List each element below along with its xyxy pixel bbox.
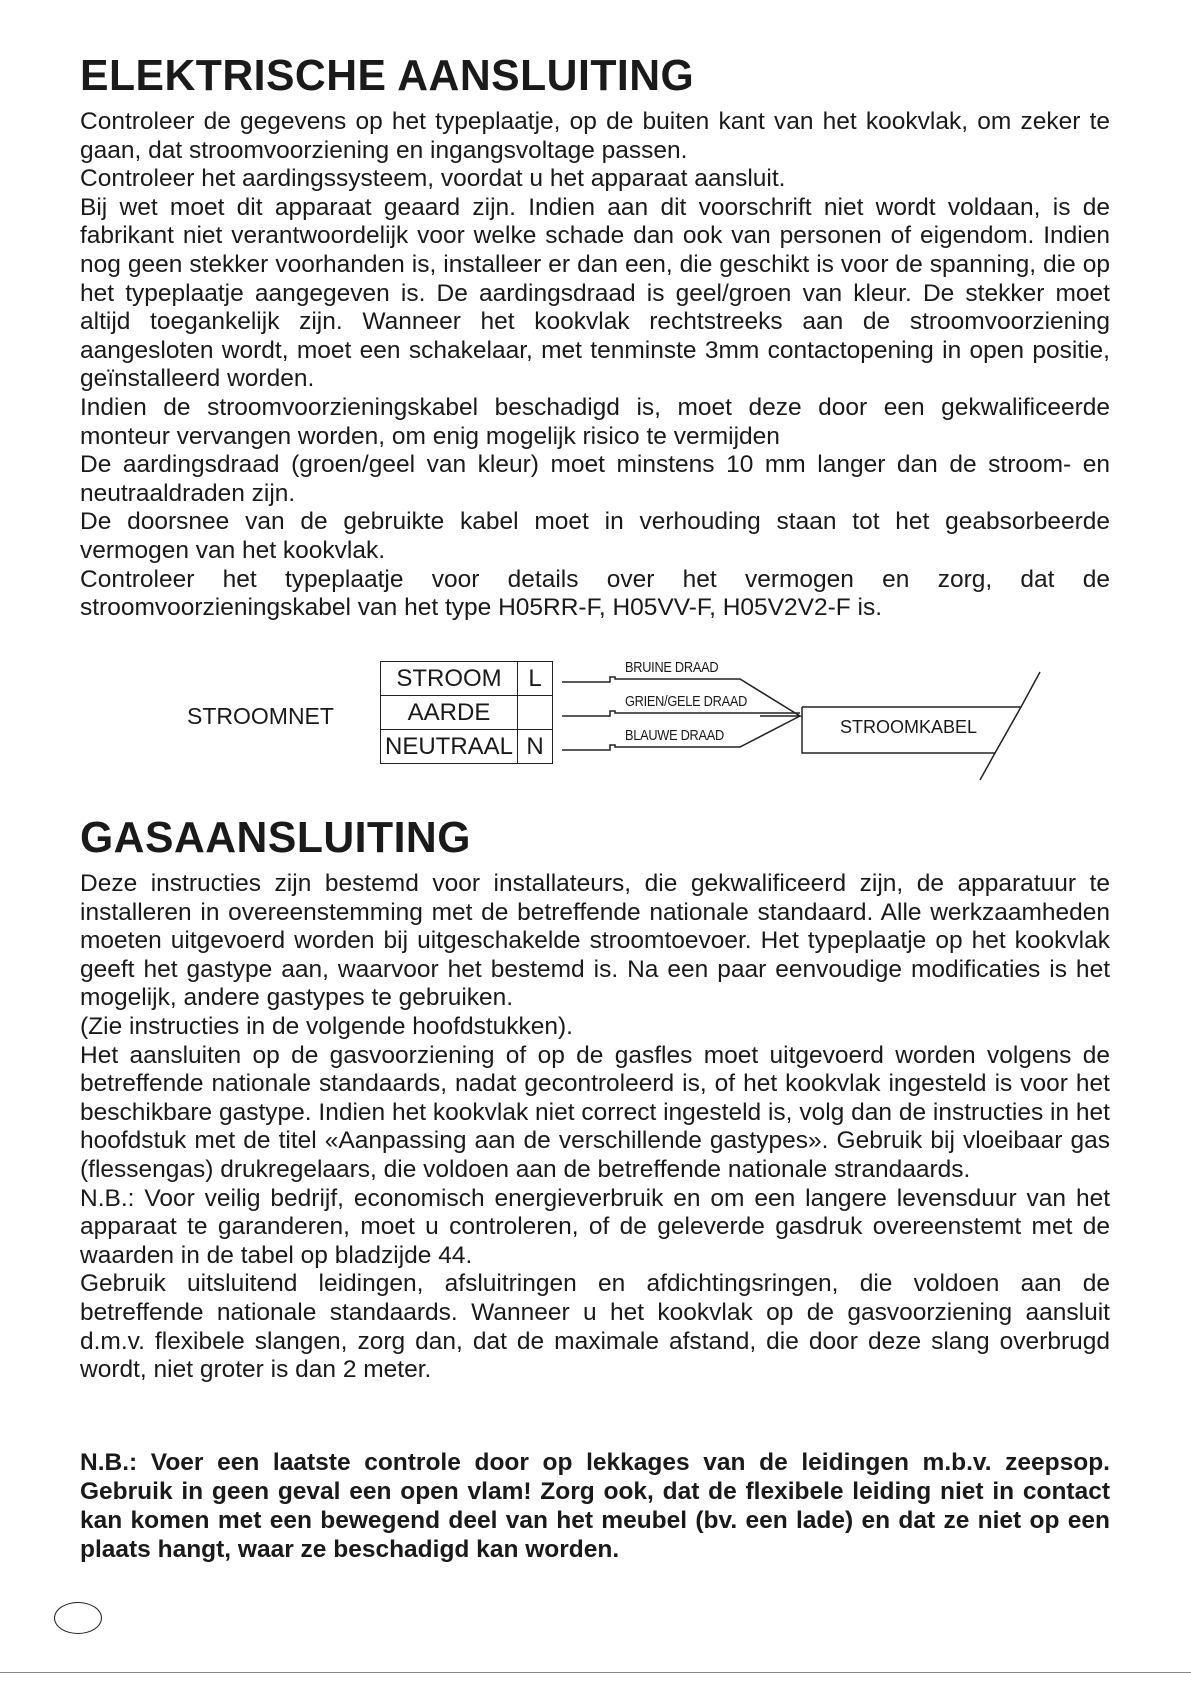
section-title-electrical: ELEKTRISCHE AANSLUITING: [80, 51, 695, 100]
terminal-name: NEUTRAAL: [381, 730, 518, 764]
paragraph: Indien de stroomvoorzieningskabel beschadigd is, moet deze door een gekwalificeerde monteur vervangen worden, om enig mogelijk risico te vermijden: [80, 393, 1110, 450]
paragraph: Het aansluiten op de gasvoorziening of op de gasfles moet uitgevoerd worden volgens de betreffende nationale standaards, nadat gecontroleerd is, of het kookvlak ingesteld is voor het beschikbare gastype. Indien het kookvlak niet correct ingesteld is, volg dan de instructies in het hoofdstuk met de titel «Aanpassing aan de verschillende gastypes». Gebruik bij vloeibaar gas (flessengas) drukregelaars, die voldoen aan de betreffende nationale strandaards.: [80, 1041, 1110, 1183]
language-oval-icon: [54, 1602, 102, 1634]
gas-body: [80, 870, 1110, 1385]
section-title-gas: GASAANSLUITING: [80, 813, 471, 862]
wire-label-green-yellow: GRIEN/GELE DRAAD: [625, 693, 748, 710]
cable-label: STROOMKABEL: [840, 717, 978, 737]
wire-label-blue: BLAUWE DRAAD: [625, 727, 724, 744]
electrical-body: [80, 108, 1110, 623]
paragraph: Gebruik uitsluitend leidingen, afsluitringen en afdichtingsringen, die voldoen aan de betreffende nationale standaards. Wanneer u het kookvlak op de gasvoorziening aansluit d.m.v. flexibele slangen, zorg dan, dat de maximale afstand, die door deze slang overbrugd wordt, niet groter is dan 2 meter.: [80, 1270, 1110, 1384]
paragraph: N.B.: Voor veilig bedrijf, economisch energieverbruik en om een langere levensduur van het apparaat te garanderen, moet u controleren, of de geleverde gasdruk overeenstemt met de waarden in de tabel op bladzijde 44.: [80, 1184, 1110, 1269]
paragraph: De doorsnee van de gebruikte kabel moet in verhouding staan tot het geabsorbeerde vermogen van het kookvlak.: [80, 508, 1110, 564]
wire-label-brown: BRUINE DRAAD: [625, 659, 719, 676]
terminal-code: N: [518, 730, 553, 764]
paragraph: (Zie instructies in de volgende hoofdstukken).: [80, 1012, 573, 1040]
divider: [0, 1672, 1191, 1673]
paragraph: Controleer het typeplaatje voor details over het vermogen en zorg, dat de stroomvoorzieningskabel van het type H05RR-F, H05VV-F, H05V2V2-F is.: [80, 565, 1110, 622]
wiring-diagram: [80, 655, 1110, 785]
safety-warning: N.B.: Voer een laatste controle door op lekkages van de leidingen m.b.v. zeepsop. Gebruik in geen geval een open vlam! Zorg ook, dat de flexibele leiding niet in contact kan komen met een bewegend deel van het meubel (bv. een lade) en dat ze niet op een plaats hangt, waar ze beschadigd kan worden.: [80, 1449, 1110, 1563]
paragraph: Deze instructies zijn bestemd voor installateurs, die gekwalificeerd zijn, de apparatuur te installeren in overeenstemming met de betreffende nationale standaard. Alle werkzaamheden moeten uitgevoerd worden bij uitgeschakelde stroomtoevoer. Het typeplaatje op het kookvlak geeft het gastype aan, waarvoor het bestemd is. Na een paar eenvoudige modificaties is het mogelijk, andere gastypes te gebruiken.: [80, 870, 1110, 1012]
terminal-name: STROOM: [381, 662, 518, 696]
terminal-code: L: [518, 662, 553, 696]
paragraph: De aardingsdraad (groen/geel van kleur) moet minstens 10 mm langer dan de stroom- en neutraaldraden zijn.: [80, 451, 1110, 507]
paragraph: Controleer de gegevens op het typeplaatje, op de buiten kant van het kookvlak, om zeker te gaan, dat stroomvoorziening en ingangsvoltage passen.: [80, 108, 1110, 164]
network-label: STROOMNET: [187, 703, 334, 729]
paragraph: Bij wet moet dit apparaat geaard zijn. Indien aan dit voorschrift niet wordt voldaan, is de fabrikant niet verantwoordelijk voor welke schade dan ook van personen of eigendom. Indien nog geen stekker voorhanden is, installeer er dan een, die geschikt is voor de spanning, die op het typeplaatje aangegeven is. De aardingsdraad is geel/groen van kleur. De stekker moet altijd toegankelijk zijn. Wanneer het kookvlak rechtstreeks aan de stroomvoorziening aangesloten wordt, moet een schakelaar, met tenminste 3mm contactopening in open positie, geïnstalleerd worden.: [80, 193, 1110, 393]
paragraph: Controleer het aardingssysteem, voordat u het apparaat aansluit.: [80, 165, 786, 193]
terminal-name: AARDE: [381, 696, 518, 730]
